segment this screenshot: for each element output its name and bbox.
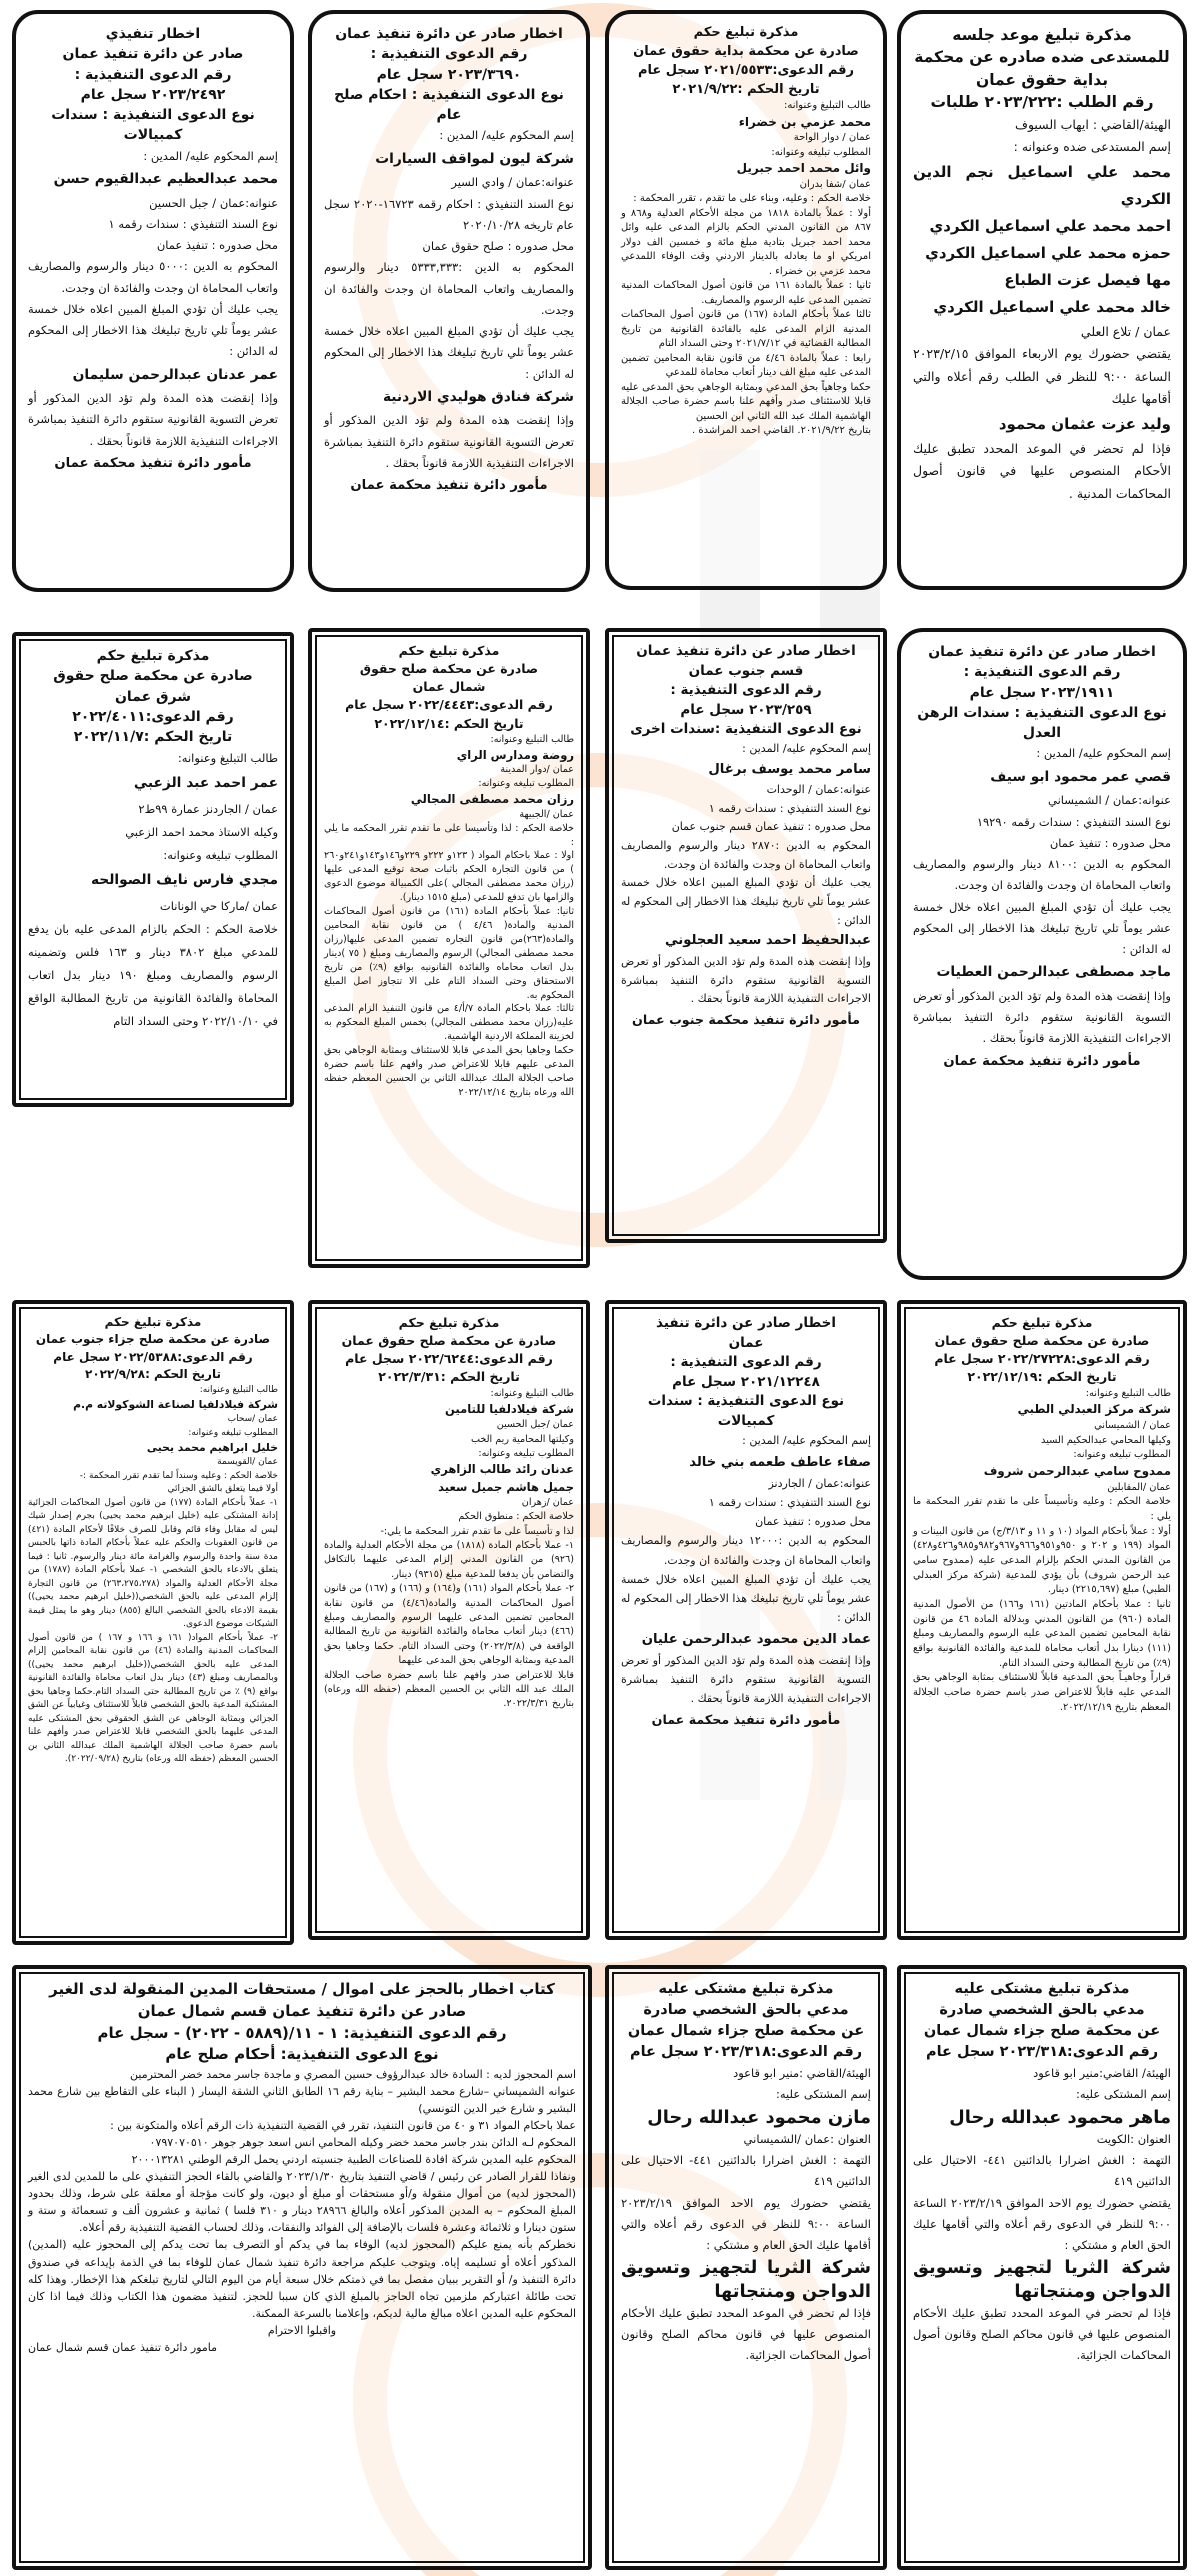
notice-paragraph: محل صدوره : تنفيذ عمان [755, 1515, 871, 1529]
party-name: عمر عدنان عبدالرحمن سليمان [72, 366, 278, 383]
notice-title-line: كتاب اخطار بالحجز على اموال / مستحقات المدين المنقولة لدى الغير [49, 1980, 555, 1998]
notice-title-line: تاريخ الحكم :٢٠٢٢/٣/٣١ [378, 1369, 520, 1385]
notice-14 [605, 1965, 887, 2570]
notice-paragraph: إسم المحكوم عليه/ المدين : [742, 741, 871, 755]
notice-paragraph: عنوانه:عمان / الشميساني [1048, 793, 1171, 808]
notice-paragraph: ثانيا: عملاً بأحكام المادة (١٦١) من قانون أصول المحاكمات المدنية والمادة( ٤/٤٦ ) من قانون نقابة المحامين والمادة(٢٦٣)من قانون التجاره تضمين المدعى عليها(رزان محمد مصطفى المجالي) الرسوم والمصاريف ومبلغ ( ٧٥ )دينار بدل اتعاب محاماه والفائدة القانونيه بواقع (٩٪) من تاريخ الاستحقاق وحتى السداد التام على الا تتجاوز اصل المبلغ المحكوم به. [324, 906, 575, 1001]
notice-paragraph: المطلوب تبليغه وعنوانه: [188, 1427, 278, 1438]
party-name: شركة الثريا لتجهيز وتسويق الدواجن ومنتجاتها [621, 2257, 871, 2302]
notice-4 [12, 10, 294, 592]
notice-paragraph: يجب عليك أن تؤدي المبلغ المبين اعلاه خلال خمسة عشر يوماً تلي تاريخ تبليغك هذا الاخطار إلى المحكوم له الدائن : [28, 301, 278, 359]
notice-title-line: عن محكمة صلح جزاء شمال عمان [627, 2023, 865, 2040]
notice-title-line: رقم الدعوى التنفيذية : [670, 1354, 822, 1371]
notice-paragraph: عمان /ماركا حي الونانات [159, 898, 278, 913]
notice-title-line: شرق عمان [114, 688, 192, 705]
notice-title-line: قسم جنوب عمان [688, 662, 804, 679]
party-name: رزان محمد مصطفى المجالي [410, 792, 574, 807]
notice-title [913, 642, 1171, 743]
notice-title [621, 1314, 871, 1431]
notice-title-line: تاريخ الحكم :٢٠٢٢/١٢/١٩ [967, 1369, 1117, 1385]
notice-paragraph: خلاصة الحكم : وعليه، وبناء على ما تقدم ، تقرر المحكمة : [633, 193, 871, 205]
notice-title-line: مذكرة تبليغ حكم [96, 648, 210, 664]
notice-7 [308, 628, 590, 1268]
notice-title-line: رقم الدعوى:٢٠٢٣/٣١٨ سجل عام [925, 2044, 1159, 2061]
notice-paragraph: ثانيا : عملاً بالمادة ١٦١ من قانون أصول المحاكمات المدنية تضمين المدعى عليه الرسوم والمصاريف. [621, 280, 872, 306]
notice-paragraph: ثالثا: عملا باحكام المادة ٧/أ/٤ من قانون التنفيذ الزام المدعى عليه(رزان محمد مصطفى المجالي) بخمس المبلغ المحكوم به لخزينة المملكة الاردنية الهاشمية. [324, 1003, 574, 1043]
notice-paragraph: عمان / الجاردنز عمارة ٩٩ط٢ [138, 802, 278, 817]
notice-paragraph: المحكوم به الدين :٥٣٣٣,٣٣٣ دينار والرسوم والمصاريف واتعاب المحاماة ان وجدت والفائدة ان وجدت. [324, 260, 574, 317]
notice-title [324, 1314, 574, 1387]
notice-paragraph: محل صدوره : تنفيذ عمان قسم جنوب عمان [671, 820, 871, 834]
party-name: ممدوح سامي عبدالرحمن شروف [983, 1463, 1171, 1478]
signature: مأمور دائرة تنفيذ محكمة جنوب عمان [632, 1011, 860, 1027]
notice-title-line: مذكرة تبليغ حكم [398, 643, 500, 658]
notice-body [621, 740, 871, 1031]
signature: مأمور دائرة تنفيذ محكمة عمان [651, 1711, 841, 1727]
notice-paragraph: المحكوم به الدين :٢٨٧٠ دينار والرسوم والمصاريف واتعاب المحاماة ان وجدت والفائدة ان وجدت. [621, 839, 871, 871]
notice-paragraph: يجب عليك أن تؤدي المبلغ المبين اعلاه خلال خمسة عشر يوماً تلي تاريخ تبليغك هذا الاخطار إلى المحكوم له الدائن : [324, 324, 574, 381]
notice-3 [308, 10, 590, 592]
party-name: شركة ليون لمواقف السيارات [375, 150, 574, 167]
notice-body [621, 2063, 871, 2366]
notice-paragraph: ونفاذا للقرار الصادر عن رئيس / قاضي التنفيذ بتاريخ ٢٠٢٣/١/٣٠ والقاضي بالقاء الحجز التنفيذي على ما للمدين لدى الغير (المحجوز لديه) من أموال منقولة و/أو مستحقات أو مبلغ أو ديون، ولو كانت مؤجلة أو معلقة على شرط، وذلك بحدود المبلغ المحكوم – به المدين المذكور أعلاه والبالغ ٢٨٩٦٦ دينار و ٣١٠ فلسا ) ثمانية و عشرون ألف و تسعمائة و ستة و ستون دينارا و ثلاثمائة وعشرة فلسات بالإضافة إلى الفوائد والنفقات، وذلك لحساب القضية التنفيذية رقم أعلاه. [28, 2170, 576, 2235]
party-name: محمد علي اسماعيل نجم الدين الكردي [913, 162, 1171, 208]
notice-paragraph: عنوانه:عمان / الجاردنز [768, 1476, 871, 1490]
notice-title-line: رقم الدعوى التنفيذية : [670, 682, 822, 699]
notice-title-line: اخطار صادر عن دائرة تنفيذ عمان [928, 644, 1156, 660]
party-name: مجدي فارس نايف الصوالحه [90, 872, 278, 889]
party-name: وليد عزت عثمان محمود [998, 414, 1171, 433]
notice-paragraph: طالب التبليغ وعنوانه: [177, 751, 278, 766]
notice-title-line: صادرة عن محكمة صلح جزاء جنوب عمان [35, 1332, 271, 1347]
party-name: عدنان رائد طالب الزاهري [430, 1462, 574, 1477]
notice-title-line: عمان [728, 1334, 764, 1351]
notice-paragraph: المحكوم به الدين :٥٠٠٠ دينار والرسوم والمصاريف واتعاب المحاماة ان وجدت والفائدة ان وجدت. [28, 259, 278, 295]
notice-body [28, 2066, 576, 2356]
notice-paragraph: المحكوم به الدين :٨١٠٠ دينار والرسوم والمصاريف واتعاب المحاماة ان وجدت والفائدة ان وجدت. [913, 857, 1171, 893]
notice-paragraph: عمان /الجبيهة [519, 808, 574, 820]
notice-title-line: مذكرة تبليغ حكم [398, 1315, 500, 1330]
notice-title [913, 1979, 1171, 2063]
notice-paragraph: المطلوب تبليغه وعنوانه: [478, 778, 574, 790]
notice-paragraph: طالب التبليغ وعنوانه: [490, 1387, 574, 1399]
notice-body [28, 146, 278, 477]
notice-paragraph: إسم المشتكى عليه: [1076, 2087, 1171, 2102]
notice-paragraph: عمان /شفا بدران [799, 178, 871, 190]
notice-paragraph: طالب التبليغ وعنوانه: [1085, 1387, 1171, 1399]
notice-title [913, 1314, 1171, 1387]
notice-title-line: رقم الدعوى التنفيذية: ١ - ١١/(٥٨٨٩ - ٢٠٢٢) - سجل عام [97, 2023, 507, 2042]
notice-title-line: اخطار صادر عن دائرة تنفيذ [656, 1315, 836, 1331]
notice-paragraph: يجب عليك أن تؤدي المبلغ المبين اعلاه خلال خمسة عشر يوماً تلي تاريخ تبليغك هذا الاخطار إلى المحكوم له الدائن : [621, 1572, 871, 1625]
notice-paragraph: عنوانه الشميساني –شارع محمد البشير – بناية رقم ١٦ الطابق الثاني الشقة اليسار ( البناء على التقاطع بين شارع محمد البشير و شارع خير الدين التونسي) [28, 2085, 576, 2116]
notice-paragraph: أولا فيما يتعلق بالشق الجزائي [167, 1484, 278, 1495]
notice-paragraph: عمان /دوار المدينة [500, 764, 574, 776]
notice-paragraph: عمان /زهران [521, 1496, 574, 1508]
party-name: عبدالحفيظ احمد سعيد العجلوني [664, 933, 871, 949]
notice-title [621, 24, 871, 99]
notice-title-line: ٢٠٢٣/٢٤٩٢ سجل عام [80, 86, 226, 103]
notice-title-line: صادر عن دائرة تنفيذ عمان قسم شمال عمان [137, 2001, 467, 2020]
notice-paragraph: فإذا لم تحضر في الموعد المحدد تطبق عليك الأحكام المنصوص عليها في قانون محاكم الصلح وقانون أصول المحاكمات الجزائية. [621, 2305, 871, 2363]
notice-title-line: للمستدعى ضده صادره عن محكمة [914, 48, 1170, 67]
notice-paragraph: خلاصة الحكم : وعليه وسنداً لما تقدم تقرر المحكمة :- [79, 1470, 278, 1481]
notice-title-line: مذكرة تبليغ حكم [991, 1315, 1093, 1330]
party-name: شركة مركز العبدلي الطبي [1017, 1402, 1171, 1417]
notice-title-line: صادرة عن محكمة بداية حقوق عمان [633, 43, 859, 59]
notice-paragraph: عنوانه:عمان / وادي السير [451, 175, 574, 190]
notice-title-line: نوع الدعوى التنفيذية :سندات اخرى [630, 721, 862, 738]
notice-title-line: شمال عمان [412, 679, 486, 695]
notice-paragraph: عمان /سحاب [227, 1414, 278, 1425]
notice-title-line: نوع الدعوى التنفيذية : سندات الرهن العدل [917, 704, 1167, 742]
notice-1 [897, 10, 1187, 590]
notice-paragraph: خلاصة الحكم : الحكم بالزام المدعى عليه بان يدفع للمدعي مبلغ ٣٨٠٢ دينار و ١٦٣ فلس وتضمينه الرسوم والمصاريف ومبلغ ١٩٠ دينار بدل اتعاب المحاماة والفائدة القانونية من تاريخ المطالبة الواقع في ٢٠٢٢/١٠/١٠ وحتى السداد التام [28, 921, 279, 1028]
notice-body [913, 114, 1171, 506]
party-name: احمد محمد علي اسماعيل الكردي [929, 216, 1171, 235]
notice-title-line: نوع الدعوى التنفيذية : سندات كمبيالات [647, 1393, 845, 1429]
notice-paragraph: خلاصة الحكم : وعليه وتأسيساً على ما تقدم تقرر المحكمة ما يلي : [913, 1496, 1171, 1522]
notice-13 [897, 1965, 1187, 2570]
notice-body [28, 747, 278, 1032]
party-name: خالد محمد علي اسماعيل الكردي [933, 297, 1171, 316]
notice-paragraph: المحكوم به الدين :١٢٠٠٠ دينار والرسوم والمصاريف واتعاب المحاماة ان وجدت والفائدة ان وجدت. [621, 1534, 871, 1567]
notice-paragraph: ٢- عملا بأحكام المواد (١٦١) و(١٦٤) و (١٦٦) و (١٦٧) من قانون أصول المحاكمات المدنية والمادة(٤/٤٦) من قانون نقابة المحامين تضمين المدعى عليهما الرسوم والمصاريف ومبلغ (٤٦٦) دينار أتعاب محاماة والفائدة القانونية من تاريخ المطالبة الواقعة في (٢٠٢٢/٣/٨) وحتى السداد التام. حكما وجاهيا بحق المدعية وبمثابة الوجاهي بحق المدعى عليهما [324, 1583, 575, 1667]
notice-title-line: تاريخ الحكم :٢٠٢١/٩/٢٢ [672, 81, 820, 97]
notice-title [324, 642, 574, 733]
closing: واقبلوا الاحترام [267, 2323, 337, 2337]
party-name: شركة الثريا لتجهيز وتسويق الدواجن ومنتجاتها [913, 2257, 1171, 2302]
notice-paragraph: يجب عليك أن تؤدي المبلغ المبين اعلاه خلال خمسة عشر يوماً تلي تاريخ تبليغك هذا الاخطار إلى المحكوم له الدائن : [913, 899, 1171, 957]
notice-paragraph: إسم المحكوم عليه/ المدين : [1036, 746, 1171, 761]
notice-2 [605, 10, 887, 590]
notice-body [621, 99, 871, 438]
notice-title-line: اخطار صادر عن دائرة تنفيذ عمان [636, 643, 856, 659]
notice-paragraph: العنوان :الكويت [1096, 2131, 1171, 2146]
party-name: شركة فنادق هوليدي الاردنية [382, 388, 574, 405]
notice-title-line: صادرة عن محكمة صلح حقوق [359, 661, 539, 677]
party-name: روضة ومدارس الراي [456, 747, 574, 762]
notice-title [621, 1979, 871, 2063]
notice-paragraph: التهمة : الغش اضرارا بالدائنين ٤٤١- الاحتيال على الدائنين ٤١٩ [913, 2153, 1171, 2189]
notice-12 [12, 1300, 294, 1945]
notice-paragraph: وإذا إنقضت هذه المدة ولم تؤد الدين المذكور أو تعرض التسوية القانونية ستقوم دائرة التنفيذ بمباشرة الاجراءات التنفيذية اللازمة قانوناً بحقك . [324, 413, 574, 470]
notice-paragraph: عنوانه:عمان / جبل الحسين [149, 195, 278, 210]
notice-paragraph: فإذا لم تحضر في الموعد المحدد تطبق عليك الأحكام المنصوص عليها في قانون محاكم الصلح وقانون أصول المحاكمات الجزائية. [913, 2305, 1171, 2363]
notice-paragraph: رابعا : عملاً بالمادة ٤/٤٦ من قانون نقابة المحامين تضمين المدعى عليه مبلغ الف دينار أتعاب محاماة للمدعي [621, 352, 871, 379]
notice-paragraph: طالب التبليغ وعنوانه: [199, 1384, 278, 1395]
notice-paragraph: عنوانه:عمان / الوحدات [766, 782, 871, 796]
notice-paragraph: خلاصة الحكم : لذا وتأسيسا على ما تقدم تقرر المحكمه ما يلي : [324, 822, 574, 848]
notice-body [913, 1387, 1171, 1716]
notice-paragraph: خلاصة الحكم : منطوق الحكم [458, 1511, 574, 1523]
notice-paragraph: يقتضي حضورك يوم الاحد الموافق ٢٠٢٣/٢/١٩ الساعة ٩:٠٠ للنظر في الدعوى رقم أعلاه والتي أقامها عليك الحق العام و مشتكي : [621, 2195, 871, 2253]
party-name: حمزه محمد علي اسماعيل الكردي [925, 243, 1171, 262]
notice-paragraph: وكيلها المحامي عبدالحكيم السيد [1041, 1434, 1171, 1446]
notice-paragraph: قابلا للاعتراض صدر وافهم علنا باسم حضرة صاحب الجلالة الملك عبد الله الثاني بن الحسين المعظم (حفظه الله ورعاه) بتاريخ ٢٠٢٢/٣/٣١. [324, 1669, 574, 1710]
notice-title-line: رقم الدعوى التنفيذية : [74, 66, 232, 83]
signature: مأمور دائرة تنفيذ محكمة عمان [943, 1053, 1141, 1069]
notice-paragraph: طالب التبليغ وعنوانه: [783, 100, 871, 112]
notice-paragraph: عملا باحكام المواد ٣١ و ٤٠ من قانون التنفيذ، تقرر في القضية التنفيذية ذات الرقم أعلاه والمتكونة بين : [110, 2119, 576, 2133]
notice-paragraph: الهيئة/ القاضي:منير ابو قاعود [1033, 2066, 1171, 2081]
notice-title-line: رقم الطلب :٢٠٢٣/٢٢٢ طلبات [930, 93, 1154, 112]
notice-paragraph: ثالثا عملاً بأحكام المادة (١٦٧) من قانون أصول المحاكمات المدنية الزام المدعى عليه بالفائدة القانونية من تاريخ المطالبة القضائية في ٢٠٢١/٧/١٢ وحتى السداد التام [621, 309, 871, 350]
notice-title-line: نوع الدعوى التنفيذية: أحكام صلح عام [165, 2045, 439, 2064]
party-name: مازن محمود عبدالله رحال [647, 2106, 871, 2128]
notice-paragraph: حكما وجاهيا بحق المدعي قابلا للاستئناف وبمثابة الوجاهي بحق المدعى عليهم قابلا للاعتراض صدر وافهم علنا باسم حضرة صاحب الجلالة الملك عبدالله الثاني بن الحسين المعظم حفظه الله ورعاه بتاريخ ٢٠٢٢/١٢/١٤ [324, 1045, 574, 1098]
notice-paragraph: فإذا لم تحضر في الموعد المحدد تطبق عليك الأحكام المنصوص عليها في قانون أصول المحاكمات المدنية . [913, 440, 1171, 501]
notice-title-line: رقم الدعوى:٢٠٢٣/٣١٨ سجل عام [629, 2044, 863, 2061]
signature: مأمور دائرة تنفيذ محكمة عمان [54, 456, 252, 471]
notice-paragraph: إسم المحكوم عليه/ المدين : [439, 128, 574, 143]
party-name: محمد عزمي بن خضراء [738, 114, 871, 129]
notice-paragraph: عمان / الشميساني [1094, 1419, 1171, 1431]
notice-title-line: رقم الدعوى:٢٠٢٢/٥٣٨٨ سجل عام [53, 1349, 253, 1364]
notice-title-line: رقم الدعوى التنفيذية : [963, 664, 1121, 681]
signature: مامور دائرة تنفيذ عمان قسم شمال عمان [28, 2340, 218, 2354]
party-name: عمر احمد عبد الزعبي [133, 775, 278, 792]
notice-paragraph: أولا : عملاً بالمادة ١٨١٨ من مجلة الأحكام العدلية و٨٦٨ و ٨٦٧ من القانون المدني الحكم بالزام المدعى عليه وائل محمد احمد جبريل بتادية مبلغ مائة و خمسين الف دولار امريكي او ما يعادله بالدينار الاردني وقت الوفاء اللمدعي محمد عزمي بن خضراء . [621, 207, 871, 277]
notice-title-line: رقم الدعوى:٢٠٢١/٥٥٣٣ سجل عام [637, 62, 855, 78]
notice-title-line: رقم الدعوى:٢٠٢٢/٤٤٤٣ سجل عام [345, 697, 553, 713]
notice-paragraph: حكما وجاهياً بحق المدعي وبمثابة الوجاهي بحق المدعى عليه قابلا للاستئناف صدر وأفهم علنا باسم حضرة صاحب الجلالة الهاشمية الملك عبد الله الثاني ابن الحسين [621, 381, 871, 422]
notice-paragraph: الهيئة/القاضي : ايهاب السيوف [1015, 116, 1171, 132]
notice-title-line: مذكرة تبليغ مشتكى عليه [658, 1981, 834, 1997]
party-name: شركة فيلادلفيا للتامين [445, 1401, 574, 1416]
notice-paragraph: ثانيا : عملا بأحكام المادتين (١٦١ و١٦٦) من الأصول المدنية المادة (٩٦٠) من القانون المدني وبدلالة المادة ٤٦ من قانون نقابة المحامين تضمين المدعي عليه الرسوم والمصاريف ومبلغ (١١١) دينارا بدل أتعاب محاماة للمدعية والفائدة القانونية بواقع (٩٪) من تاريخ المطالبة وحتى السداد التام. [913, 1599, 1171, 1669]
notice-paragraph: ١- عملاً بأحكام المادة (١٧٧) من قانون أصول المحاكمات الجزائية إدانة المشتكى عليه (خليل ابرهيم محمد يحيى) بجرم إصدار شيك ليس له مقابل وفاء قائم وقابل للصرف خلافًا لأحكام المادة (٤٢١) من قانون العقوبات والحكم عليه عملاً بأحكام المادة ذاتها بالحبس مدة سنة واحدة والرسوم والغرامة مائة دينار والرسوم. ثانيا : فيما يتعلق بالادعاء بالحق الشخصي ١- عملا بأحكام المادة (١٧٨٧) من مجلة الأحكام العدلية والمواد (٢٦٣،٢٧٥،٢٧٨) من قانون التجارة إلزام المدعى عليه بالحق الشخصي((خليل ابرهيم محمد يحيى)) بقيمة الادعاء بالحق الشخصي البالغ (٨٥٥) دينار وهو ما يمثل قيمة الشيكات موضوع الدعوى. [28, 1497, 279, 1630]
notice-paragraph: نوع السند التنفيذي : سندات رقمه ١٩٢٩٠ [976, 814, 1171, 829]
notice-paragraph: وإذا إنقضت هذه المدة ولم تؤد الدين المذكور أو تعرض التسوية القانونية ستقوم دائرة التنفيذ بمباشرة الاجراءات التنفيذية اللازمة قانوناً بحقك . [28, 391, 278, 448]
party-name: قصي عمر محمود ابو سيف [990, 768, 1171, 785]
notice-paragraph: المطلوب تبليغه وعنوانه: [478, 1447, 574, 1459]
notice-body [324, 733, 574, 1100]
notice-paragraph: أولا : عملاً بأحكام المواد (١٠ و ١١ و ٣/١٣/ج) من قانون البينات و المواد (١٩٩ و ٢٠٢ و ٩٥٠و٩٥١و٩٦٦و٩٦٧و٩٨٢و٩٨٥و٤٢٦و٤٢٨) من القانون المدني الحكم بإلزام المدعى عليه (ممدوح سامي عبد الرحمن شروف) بأن يؤدي للمدعية (شركة مركز العبدلي الطبي) مبلغ (٢٢١٥,٦٩٧) دينار. [913, 1525, 1172, 1596]
notice-paragraph: طالب التبليغ وعنوانه: [490, 733, 574, 745]
notice-title-line: ٢٠٢١/١٢٢٤٨ سجل عام [672, 1373, 820, 1390]
notice-body [913, 743, 1171, 1074]
notice-paragraph: وكيلتها المحامية ريم الخب [471, 1433, 574, 1445]
notice-paragraph: محل صدوره : صلح حقوق عمان [422, 239, 574, 254]
party-name: عماد الدين محمود عبدالرحمن عليان [641, 1631, 871, 1647]
notice-11 [308, 1300, 590, 1940]
notice-paragraph: الهيئة/القاضي :منير ابو قاعود [733, 2066, 871, 2081]
notice-paragraph: ١- عملا بأحكام المادة (١٨١٨) من مجلة الأحكام العدلية والمادة (٩٢٦) من القانون المدني إلزام المدعى عليهما بالتكافل والتضامن بأن يدفعا للمدعية مبلغ (٩٣١٥) دينار. [324, 1540, 574, 1580]
notice-title [913, 24, 1171, 114]
notice-paragraph: ٢- عملاً بأحكام المواد( ١٦١ و ١٦٦ و ١٦٧ ) من قانون أصول المحاكمات المدنية والمادة (٤٦) من قانون نقابة المحامين إلزام المدعى عليه بالحق الشخصي((خليل ابرهيم محمد يحيى)) وبالمصاريف ومبلغ (٤٣) دينار بدل اتعاب محاماة والفائدة القانونية بواقع (٩) ٪ من تاريخ المطالبة حتى السداد التام.حكما وجاهيا بحق المشتكية المدعية بالحق الشخصي قابلاً للاستئناف وغيابياً عن الشق الجزائي وبمثابة الوجاهي عن الشق الحقوقي بحق المشتكى عليه المدعى عليهما بالحق الشخصي قابلا للاعتراض صدر وأفهم علنا باسم حضرة صاحب الجلالة الهاشمية الملك عبدالله الثاني بن الحسين المعظم (حفظه الله ورعاه) بتاريخ (٢٠٢٢/٠٩/٢٨). [28, 1632, 279, 1765]
notice-paragraph: عمان /القويسمة [217, 1457, 278, 1468]
notice-paragraph: اسم المحجوز لديه : السادة خالد عبدالرؤوف حسين المصري و ماجدة جاسر محمد خضر المحترمين [130, 2068, 576, 2081]
notice-paragraph: بتاريخ ٢٠٢١/٩/٢٢. القاضي احمد المراشدة . [691, 425, 871, 437]
notice-paragraph: وإذا إنقضت هذه المدة ولم تؤد الدين المذكور أو تعرض التسوية القانونية ستقوم دائرة التنفيذ بمباشرة الاجراءات التنفيذية اللازمة قانوناً بحقك . [913, 988, 1171, 1046]
notice-title [324, 24, 574, 125]
notice-paragraph: إسم المحكوم عليه/ المدين : [742, 1434, 871, 1448]
notice-title [28, 646, 278, 747]
notice-title-line: بداية حقوق عمان [975, 70, 1109, 89]
notice-title [28, 1314, 278, 1384]
party-name: صفاء عاطف طعمه بني خالد [689, 1454, 871, 1470]
notice-paragraph: إسم المشتكى عليه: [776, 2087, 871, 2102]
notice-paragraph: نوع السند التنفيذي : سندات رقمه ١ [108, 216, 278, 231]
notice-paragraph: المطلوب تبليغه وعنوانه: [163, 848, 278, 863]
notice-paragraph: يقتضي حضورك يوم الاحد الموافق ٢٠٢٣/٢/١٩ الساعة ٩:٠٠ للنظر في الدعوى رقم أعلاه والتي أقامها عليك الحق العام و مشتكي : [913, 2195, 1171, 2253]
party-name: محمد عبدالعظيم عبدالقيوم حسن [53, 171, 278, 188]
notice-paragraph: إسم المحكوم عليه/ المدين : [143, 148, 278, 163]
notice-title-line: مدعي بالحق الشخصي صادرة [643, 2002, 849, 2019]
party-name: ماهر محمود عبدالله رحال [949, 2106, 1171, 2128]
notice-paragraph: وكيله الاستاذ محمد احمد الزعبي [125, 825, 278, 840]
notice-paragraph: نوع السند التنفيذي : احكام رقمه ١٦٧٢٣-٢٠٢٠ سجل عام تاريخه ٢٠٢٠/١٠/٢٨ [324, 196, 574, 232]
notice-title-line: ٢٠٢٣/١٩١١ سجل عام [969, 684, 1115, 701]
notice-paragraph: عمان /جبل الحسين [496, 1419, 574, 1431]
notice-10 [605, 1300, 887, 1940]
notice-title-line: مذكرة تبليغ موعد جلسه [952, 26, 1132, 44]
notice-title-line: تاريخ الحكم :٢٠٢٢/١٢/١٤ [374, 715, 524, 731]
party-name: جميل هاشم جميل سعيد [438, 1479, 574, 1494]
notice-title-line: مذكرة تبليغ حكم [693, 25, 799, 40]
party-name: سامر محمد يوسف برغال [708, 761, 871, 777]
notice-title-line: رقم الدعوى:٢٠٢٢/٢٧٢٢٨ سجل عام [934, 1351, 1150, 1367]
notice-title-line: اخطار صادر عن دائرة تنفيذ عمان [335, 26, 563, 42]
party-name: شركة فيلادلفيا لصناعة الشوكولاته م.م [73, 1398, 278, 1412]
notice-title-line: صادر عن دائرة تنفيذ عمان [62, 46, 244, 63]
notice-title-line: اخطار تنفيذي [105, 26, 201, 42]
notice-body [28, 1384, 278, 1767]
notice-paragraph: نخطركم بأنه يمنع عليكم (المحجوز لديه) الوفاء بما في يدكم أو التصرف بما تحت يدكم إلى المحجوز عليه (المدين) المذكور أعلاه أو تسليمه إياه. ويتوجب عليكم مراجعة دائرة تنفيذ شمال عمان للوفاء بما في الذمة بإيداعه في صندوق دائرة التنفيذ و/ أو التقرير ببيان مفصل بما في ذمتكم خلال سبعة أيام من اليوم التالي لتاريخ تبلغكم هذا الإخطار. وهذا كله تحت طائلة اعتباركم ملزمين تجاه الحاجز بالمبلغ الذي كان سببا للحجز. لتنفيذ مضمون هذا الكتاب وذلك فيما اذا كان المحكوم عليه المدين اعلاه مبالغ مالية لديكم، وإعلامنا بالسرعة الممكنة. [28, 2238, 576, 2320]
notice-paragraph: محل صدوره : تنفيذ عمان [1049, 835, 1171, 850]
notice-paragraph: عمان /المقابلين [1107, 1481, 1171, 1493]
party-name: وائل محمد احمد جبريل [736, 161, 871, 176]
notice-paragraph: عمان / تلاع العلي [1080, 323, 1171, 339]
party-name: مها فيصل عزت الطباع [1004, 270, 1171, 289]
party-name: ماجد مصطفى عبدالرحمن العطيات [936, 964, 1171, 981]
notice-8 [12, 632, 294, 1107]
notice-title-line: رقم الدعوى:٢٠٢٢/٦٢٤٤ سجل عام [345, 1351, 553, 1367]
notice-paragraph: يقتضي حضورك يوم الاربعاء الموافق ٢٠٢٣/٢/١٥ الساعة ٩:٠٠ للنظر في الطلب رقم أعلاه والتي أقامها عليك [913, 346, 1171, 407]
notice-title-line: تاريخ الحكم :٢٠٢٢/٩/٢٨ [85, 1367, 221, 1382]
notice-body [324, 125, 574, 498]
notice-title [28, 1979, 576, 2066]
notice-body [913, 2063, 1171, 2366]
notice-paragraph: المطلوب تبليغه وعنوانه: [771, 146, 871, 158]
notice-title-line: مدعي بالحق الشخصي صادرة [939, 2002, 1145, 2019]
notice-paragraph: المحكوم لـه الدائن بندر جاسر محمد خضر وكيله المحامي انس اسعد جوهر جوهر ٠٧٩٧٠٧٠٥١٠ [149, 2136, 576, 2150]
notice-paragraph: اولا : عملا باحكام المواد ( ١٢٣و ٢٢٢و ٢٢٩و١٤٦و١٤٣و٢٤١و٢٦٠ ) من قانون التجارة الحكم باثبات صحة توقيع المدعى عليها (رزان محمد مصطفى المجالي )على الكمبيالة موضوع الدعوى والزامها بان تدفع للمدعي (مبلغ ١٥١٥ دينار). [324, 850, 574, 904]
notice-body [621, 1431, 871, 1730]
notice-paragraph: يجب عليك أن تؤدي المبلغ المبين اعلاه خلال خمسة عشر يوماً تلي تاريخ تبليغك هذا الاخطار إلى المحكوم له الدائن : [621, 876, 871, 927]
notice-title [28, 24, 278, 146]
party-name: خليل ابراهيم محمد يحيى [146, 1441, 278, 1455]
notice-title-line: نوع الدعوى التنفيذية : احكام صلح عام [334, 86, 564, 124]
notice-paragraph: العنوان :عمان /الشميساني [743, 2131, 871, 2146]
notice-title-line: صادرة عن محكمة صلح حقوق عمان [341, 1333, 557, 1349]
notice-paragraph: المحكوم عليه المدين شركة افادة للصناعات الطبية جنسيته اردني يحمل الرقم الوطني ٢٠٠٠١٣٢٨١ [131, 2153, 576, 2167]
notice-15 [12, 1965, 592, 2570]
signature: مأمور دائرة تنفيذ محكمة عمان [350, 478, 548, 494]
notice-paragraph: المطلوب تبليغه وعنوانه: [1073, 1449, 1171, 1461]
notice-title-line: ٢٠٢٣/٣٦٩٠ سجل عام [376, 66, 522, 83]
notice-paragraph: محل صدوره : تنفيذ عمان [156, 238, 278, 253]
notice-title-line: نوع الدعوى التنفيذية : سندات كمبيالات [51, 107, 255, 144]
notice-paragraph: التهمة : الغش اضرارا بالدائنين ٤٤١- الاحتيال على الدائنين ٤١٩ [621, 2153, 871, 2189]
notice-9 [897, 1300, 1187, 1940]
notice-paragraph: إسم المستدعى ضده وعنوانه : [1013, 139, 1171, 155]
notice-paragraph: قراراً وجاهيـاً بحق المدعية قابلاً للاستئناف بمثابة الوجاهي بحق المدعي عليه قابلاً للاعتراض صدر باسم حضرة صاحب الجلالة المعظم بتاريخ ٢٠٢٢/١٢/١٩. [913, 1672, 1171, 1713]
notice-title-line: صادرة عن محكمة صلح حقوق [53, 668, 253, 685]
notice-title-line: رقم الدعوى التنفيذية : [370, 46, 528, 63]
notice-paragraph: عمان / دوار الواحة [793, 132, 871, 144]
notice-5 [897, 628, 1187, 1280]
notice-title-line: مذكرة تبليغ مشتكى عليه [954, 1981, 1130, 1997]
notice-title-line: ٢٠٢٣/٢٥٩ سجل عام [680, 701, 812, 718]
notice-title-line: تاريخ الحكم :٢٠٢٢/١١/٧ [73, 729, 233, 746]
notice-paragraph: وإذا إنقضت هذه المدة ولم تؤد الدين المذكور أو تعرض التسوية القانونية ستقوم دائرة التنفيذ بمباشرة الاجراءات التنفيذية اللازمة قانوناً بحقك . [621, 954, 871, 1006]
notice-title-line: رقم الدعوى:٢٠٢٢/٤٠١١ [72, 708, 234, 725]
notice-paragraph: لذا و تأسيساً على ما تقدم تقرر المحكمة ما يلي:- [380, 1525, 574, 1537]
notice-paragraph: نوع السند التنفيذي : سندات رقمه ١ [708, 1495, 871, 1509]
notice-title [621, 642, 871, 740]
notice-paragraph: نوع السند التنفيذي : سندات رقمه ١ [708, 801, 871, 815]
notice-body [324, 1387, 574, 1712]
notice-paragraph: وإذا إنقضت هذه المدة ولم تؤد الدين المذكور أو تعرض التسوية القانونية ستقوم دائرة التنفيذ بمباشرة الاجراءات التنفيذية اللازمة قانوناً بحقك . [621, 1653, 871, 1706]
notice-title-line: صادرة عن محكمة صلح حقوق عمان [934, 1333, 1150, 1349]
notice-6 [605, 628, 887, 1243]
notice-title-line: عن محكمة صلح جزاء شمال عمان [923, 2023, 1161, 2040]
notice-title-line: مذكرة تبليغ حكم [104, 1315, 202, 1329]
